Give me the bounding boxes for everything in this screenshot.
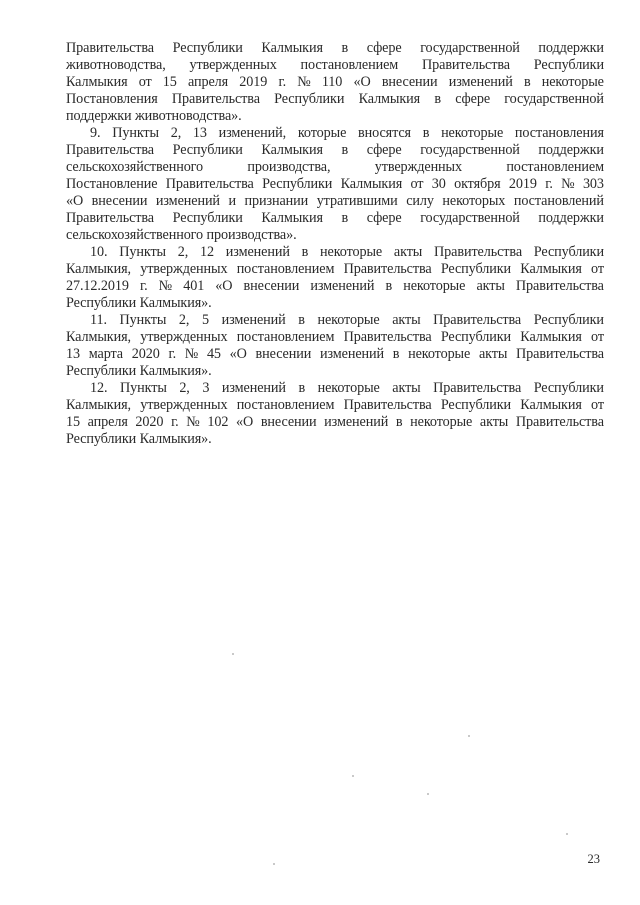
text-line: [66, 261, 604, 278]
word: Калмыкия: [520, 329, 582, 345]
word: 11.: [90, 312, 107, 328]
word: постановлением: [236, 397, 335, 413]
word: Калмыкия: [66, 74, 128, 90]
word: постановления: [514, 125, 604, 141]
word: «О: [229, 346, 247, 362]
word: государственной: [504, 91, 604, 107]
text-line: [66, 397, 604, 414]
word: г.: [139, 278, 148, 294]
word: в: [385, 278, 393, 294]
word: октября: [454, 176, 501, 192]
page-number: 23: [587, 852, 600, 866]
word: и: [228, 193, 236, 209]
word: г.: [545, 176, 553, 192]
word: апреля: [87, 414, 128, 430]
word: Калмыкия: [261, 40, 323, 56]
word: Республики: [262, 176, 333, 192]
text-line: Республики Калмыкия».: [66, 363, 212, 379]
word: Правительства: [66, 142, 154, 158]
word: изменений: [221, 312, 286, 328]
word: сфере: [455, 91, 491, 107]
text-line: [66, 142, 604, 159]
scan-speck: [352, 775, 354, 777]
word: Правительства: [343, 329, 432, 345]
word: внесении: [255, 346, 312, 362]
word: некоторые: [320, 244, 383, 260]
word: 2020: [135, 414, 164, 430]
word: в: [341, 40, 349, 56]
word: изменений: [225, 244, 290, 260]
word: Калмыкия,: [66, 397, 131, 413]
text-line: [66, 278, 604, 295]
word: сфере: [366, 210, 402, 226]
text-line: [66, 91, 604, 108]
word: Правительства: [343, 261, 432, 277]
word: 3: [202, 380, 210, 396]
word: Республики: [440, 329, 512, 345]
word: в: [298, 312, 305, 328]
word: Правительства: [66, 40, 154, 56]
word: утвержденных: [140, 397, 228, 413]
word: 2,: [178, 312, 190, 328]
word: в: [301, 244, 309, 260]
word: в: [341, 142, 349, 158]
word: внесении: [91, 193, 148, 209]
word: Республики: [172, 142, 243, 158]
word: утвержденных: [189, 57, 277, 73]
word: Калмыкия: [261, 210, 323, 226]
word: в: [422, 125, 430, 141]
word: 13: [192, 125, 207, 141]
word: изменений: [221, 380, 286, 396]
word: 2020: [131, 346, 160, 362]
word: изменений: [448, 74, 513, 90]
word: Постановления: [66, 91, 158, 107]
word: 12.: [90, 380, 108, 396]
word: Правительства: [433, 380, 522, 396]
text-line: [66, 176, 604, 193]
text-line: [66, 193, 604, 210]
word: Пункты: [119, 312, 167, 328]
word: 30: [431, 176, 446, 192]
word: в: [395, 414, 403, 430]
word: от: [591, 397, 604, 413]
word: Калмыкия,: [66, 329, 131, 345]
word: г.: [278, 74, 287, 90]
text-line: [66, 346, 604, 363]
word: акты: [392, 380, 421, 396]
word: постановлением: [300, 57, 399, 73]
scan-speck: [566, 833, 568, 835]
word: Республики: [533, 57, 604, 73]
word: постановлением: [236, 261, 335, 277]
text-line: [66, 40, 604, 57]
word: №: [158, 278, 173, 294]
text-line: [66, 125, 604, 142]
word: Калмыкия: [358, 91, 421, 107]
word: Правительства: [343, 397, 432, 413]
word: 15: [162, 74, 177, 90]
word: Калмыкия: [520, 397, 582, 413]
word: некоторые: [541, 74, 604, 90]
word: Республики: [440, 261, 512, 277]
word: утвержденных: [140, 261, 228, 277]
text-line: [66, 57, 604, 74]
word: изменений: [310, 278, 375, 294]
word: Пункты: [112, 125, 159, 141]
text-line: [66, 159, 604, 176]
word: вносятся: [358, 125, 411, 141]
word: Калмыкия,: [66, 261, 131, 277]
word: «О: [353, 74, 371, 90]
word: в: [341, 210, 349, 226]
word: «О: [215, 278, 233, 294]
word: в: [523, 74, 531, 90]
word: №: [297, 74, 311, 90]
word: силу: [406, 193, 434, 209]
text-line: поддержки животноводства».: [66, 108, 242, 124]
word: 15: [66, 414, 80, 430]
word: внесении: [260, 414, 317, 430]
word: Республики: [440, 397, 512, 413]
word: Правительства: [165, 176, 254, 192]
word: поддержки: [538, 210, 604, 226]
word: изменений,: [218, 125, 287, 141]
text-line: Республики Калмыкия».: [66, 295, 212, 311]
scan-speck: [273, 863, 275, 865]
word: Постановление: [66, 176, 158, 192]
word: поддержки: [538, 40, 604, 56]
word: постановлением: [236, 329, 335, 345]
word: №: [561, 176, 575, 192]
word: Правительства: [171, 91, 260, 107]
word: акты: [393, 244, 423, 260]
word: 102: [207, 414, 229, 430]
word: Правительства: [434, 244, 523, 260]
word: №: [184, 346, 199, 362]
word: утвержденных: [140, 329, 228, 345]
word: некоторые: [408, 346, 471, 362]
word: от: [591, 329, 604, 345]
word: изменений: [319, 346, 385, 362]
word: некоторые: [403, 278, 466, 294]
word: от: [410, 176, 424, 192]
word: 2019: [239, 74, 268, 90]
word: постановлением: [506, 159, 604, 175]
word: 45: [206, 346, 221, 362]
word: «О: [236, 414, 254, 430]
word: Республики: [172, 210, 243, 226]
word: акты: [478, 346, 508, 362]
word: которые: [297, 125, 347, 141]
word: в: [298, 380, 306, 396]
word: в: [392, 346, 400, 362]
text-line: [66, 329, 604, 346]
word: изменений: [324, 414, 389, 430]
word: акты: [476, 278, 505, 294]
word: внесении: [243, 278, 300, 294]
word: Правительства: [515, 278, 604, 294]
word: некоторые: [410, 414, 473, 430]
word: некоторых: [442, 193, 506, 209]
word: 2019: [508, 176, 537, 192]
word: поддержки: [538, 142, 604, 158]
word: 401: [183, 278, 205, 294]
word: Правительства: [516, 346, 604, 362]
word: государственной: [420, 210, 520, 226]
word: сельскохозяйственного: [66, 159, 204, 175]
word: 27.12.2019: [66, 278, 129, 294]
word: Калмыкия: [340, 176, 403, 192]
word: г.: [171, 414, 179, 430]
text-line: [66, 380, 604, 397]
word: Правительства: [66, 210, 154, 226]
word: внесении: [381, 74, 438, 90]
word: Республики: [533, 244, 604, 260]
word: Калмыкия: [520, 261, 582, 277]
word: 2,: [179, 380, 190, 396]
word: производства,: [247, 159, 331, 175]
word: утратившими: [316, 193, 398, 209]
word: Пункты: [119, 244, 166, 260]
word: «О: [66, 193, 84, 209]
word: 2,: [177, 244, 189, 260]
text-line: [66, 414, 604, 431]
word: №: [186, 414, 200, 430]
scan-speck: [232, 653, 234, 655]
word: постановлений: [513, 193, 604, 209]
word: некоторые: [441, 125, 504, 141]
word: Калмыкия: [261, 142, 323, 158]
word: Республики: [172, 40, 243, 56]
word: в: [434, 91, 441, 107]
word: 5: [201, 312, 209, 328]
word: марта: [88, 346, 123, 362]
word: 303: [582, 176, 604, 192]
word: акты: [479, 414, 509, 430]
word: Республики: [533, 380, 604, 396]
scan-speck: [468, 735, 470, 737]
word: г.: [168, 346, 177, 362]
word: 110: [321, 74, 343, 90]
word: Пункты: [119, 380, 167, 396]
word: сфере: [366, 40, 402, 56]
word: 2,: [170, 125, 182, 141]
word: от: [591, 261, 604, 277]
text-line: сельскохозяйственного производства».: [66, 227, 297, 243]
word: Республики: [533, 312, 604, 328]
word: Правительства: [433, 312, 522, 328]
word: 9.: [90, 125, 101, 141]
word: апреля: [187, 74, 229, 90]
text-line: [66, 210, 604, 227]
word: некоторые: [317, 312, 380, 328]
word: признании: [244, 193, 309, 209]
scan-speck: [427, 793, 429, 795]
word: 12: [200, 244, 215, 260]
text-line: [66, 244, 604, 261]
word: акты: [392, 312, 421, 328]
word: некоторые: [317, 380, 380, 396]
body-text: [66, 40, 604, 448]
word: от: [138, 74, 152, 90]
text-line: [66, 74, 604, 91]
word: Правительства: [421, 57, 510, 73]
word: животноводства,: [66, 57, 166, 73]
word: Правительства: [515, 414, 604, 430]
word: Республики: [274, 91, 345, 107]
word: изменений: [155, 193, 220, 209]
word: сфере: [366, 142, 402, 158]
word: 10.: [90, 244, 108, 260]
word: государственной: [420, 142, 520, 158]
word: утвержденных: [374, 159, 462, 175]
text-line: Республики Калмыкия».: [66, 431, 212, 447]
word: 13: [66, 346, 80, 362]
text-line: [66, 312, 604, 329]
word: государственной: [420, 40, 520, 56]
